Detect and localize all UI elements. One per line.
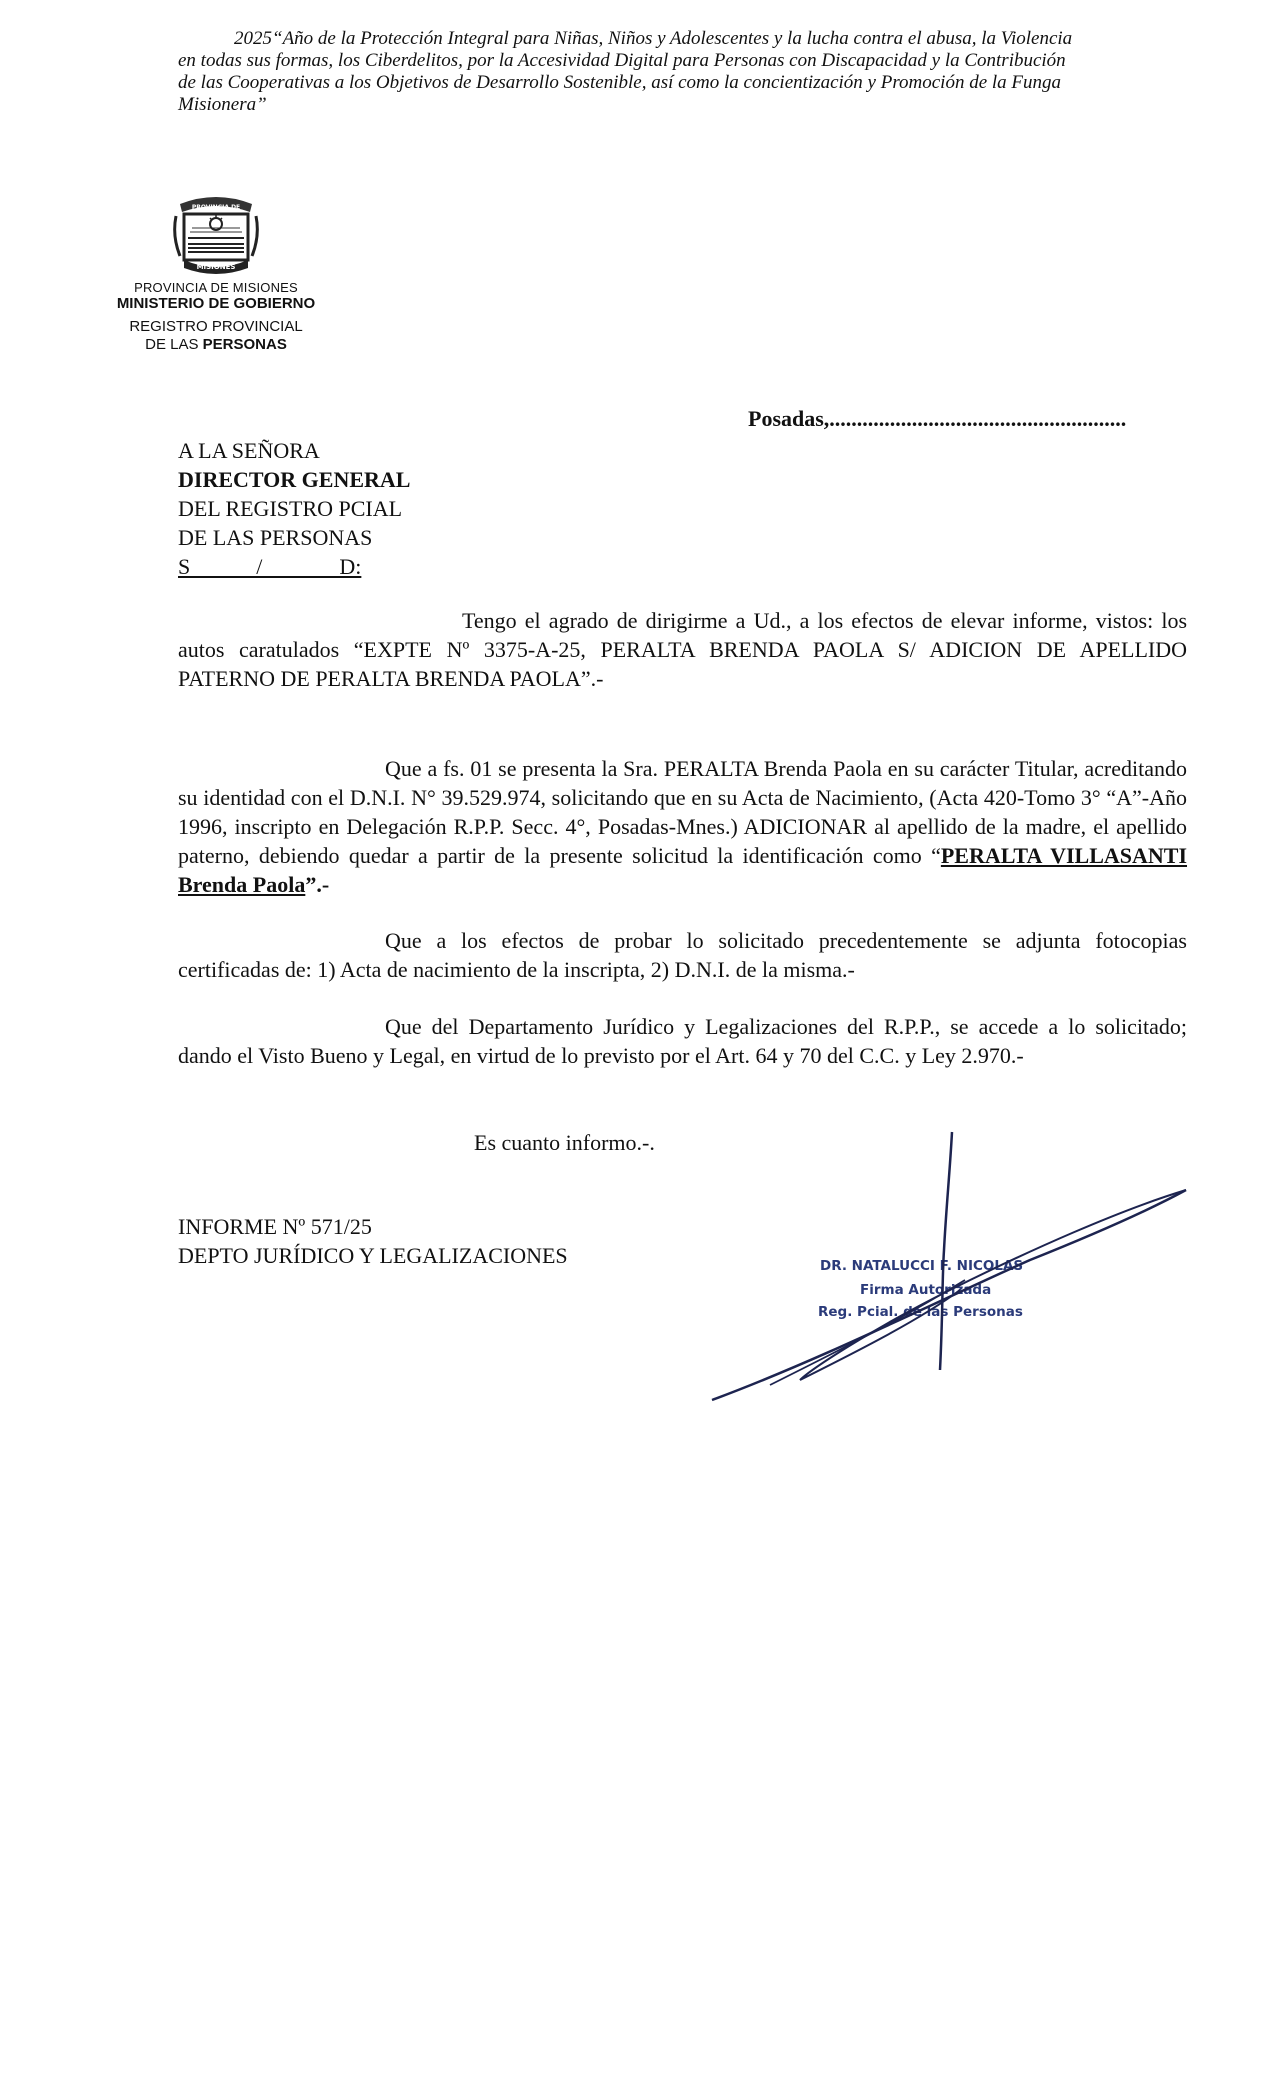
motto-line-2: en todas sus formas, los Ciberdelitos, por la Accesividad Digital para Personas con Discapacidad y la Contribución — [178, 50, 1066, 71]
paragraph-2-end: ”.- — [305, 872, 330, 897]
logo-province: PROVINCIA DE MISIONES — [134, 280, 298, 295]
stamp-registry: Reg. Pcial. de las Personas — [818, 1304, 1023, 1320]
paragraph-3-text: Que a los efectos de probar lo solicitado precedentemente se adjunta fotocopias certificadas de: 1) Acta de nacimiento de la inscripta, 2) D.N.I. de la misma.- — [178, 928, 1187, 982]
provincial-seal-icon — [170, 192, 262, 276]
informe-number: INFORME Nº 571/25 — [178, 1214, 372, 1239]
header-motto — [178, 28, 1178, 116]
addressee-line-5: S / D: — [178, 554, 362, 579]
body-paragraph-2 — [178, 754, 1187, 899]
stamp-title: Firma Autorizada — [860, 1282, 992, 1298]
seal-top-text: PROVINCIA DE — [191, 204, 241, 211]
addressee-block — [178, 436, 443, 581]
new-name-highlight: PERALTA VILLASANTI Brenda Paola — [178, 843, 1188, 897]
addressee-line-1: A LA SEÑORA — [178, 438, 320, 463]
handwritten-signature-icon — [700, 1130, 1200, 1410]
ministry-logo — [96, 192, 336, 353]
signature-block — [700, 1130, 1200, 1410]
body-paragraph-1 — [178, 606, 1187, 693]
logo-persons — [96, 336, 336, 353]
paragraph-2-main: Que a fs. 01 se presenta la Sra. PERALTA Brenda Paola en su carácter Titular, acreditando su identidad con el D.N.I. N° 39.529.974, solicitando que en su Acta de Nacimiento, (Acta 420-Tomo 3° “A”-Año 1996, inscripto en Delegación R.P.P. Secc. 4°, Posadas-Mnes.) ADICIONAR al apellido de la madre, el apellido paterno, debiendo quedar a partir de la presente solicitud la identificación como “ — [178, 756, 1187, 868]
paragraph-4-text: Que del Departamento Jurídico y Legalizaciones del R.P.P., se accede a lo solicitado; dando el Visto Bueno y Legal, en virtud de lo previsto por el Art. 64 y 70 del C.C. y Ley 2.970.- — [178, 1014, 1187, 1068]
addressee-line-4: DE LAS PERSONAS — [178, 525, 373, 550]
informe-department: DEPTO JURÍDICO Y LEGALIZACIONES — [178, 1243, 568, 1268]
addressee-line-3: DEL REGISTRO PCIAL — [178, 496, 403, 521]
informe-block — [178, 1212, 568, 1270]
motto-line-4: Misionera” — [178, 94, 267, 115]
stamp-name: DR. NATALUCCI F. NICOLAS — [820, 1258, 1024, 1274]
body-paragraph-4 — [178, 1012, 1187, 1070]
logo-registry: REGISTRO PROVINCIAL — [129, 318, 303, 335]
logo-persons-prefix: DE LAS — [145, 336, 203, 353]
seal-bottom-text: MISIONES — [196, 263, 236, 271]
place-date: Posadas,...................................................... — [748, 406, 1127, 431]
logo-persons-bold: PERSONAS — [202, 336, 287, 353]
closing-line: Es cuanto informo.-. — [474, 1130, 655, 1155]
paragraph-2-text — [178, 754, 1187, 899]
paragraph-1-text: Tengo el agrado de dirigirme a Ud., a los efectos de elevar informe, vistos: los autos caratulados “EXPTE Nº 3375-A-25, PERALTA BRENDA PAOLA S/ ADICION DE APELLIDO PATERNO DE PERALTA BRENDA PAOLA”.- — [178, 608, 1187, 691]
body-paragraph-3 — [178, 926, 1187, 984]
logo-ministry: MINISTERIO DE GOBIERNO — [116, 295, 316, 312]
addressee-line-2: DIRECTOR GENERAL — [178, 467, 411, 492]
motto-line-3: de las Cooperativas a los Objetivos de Desarrollo Sostenible, así como la concientización y Promoción de la Funga — [178, 72, 1062, 93]
motto-line-1: 2025“Año de la Protección Integral para Niñas, Niños y Adolescentes y la lucha contra el abusa, la Violencia — [234, 28, 1073, 49]
